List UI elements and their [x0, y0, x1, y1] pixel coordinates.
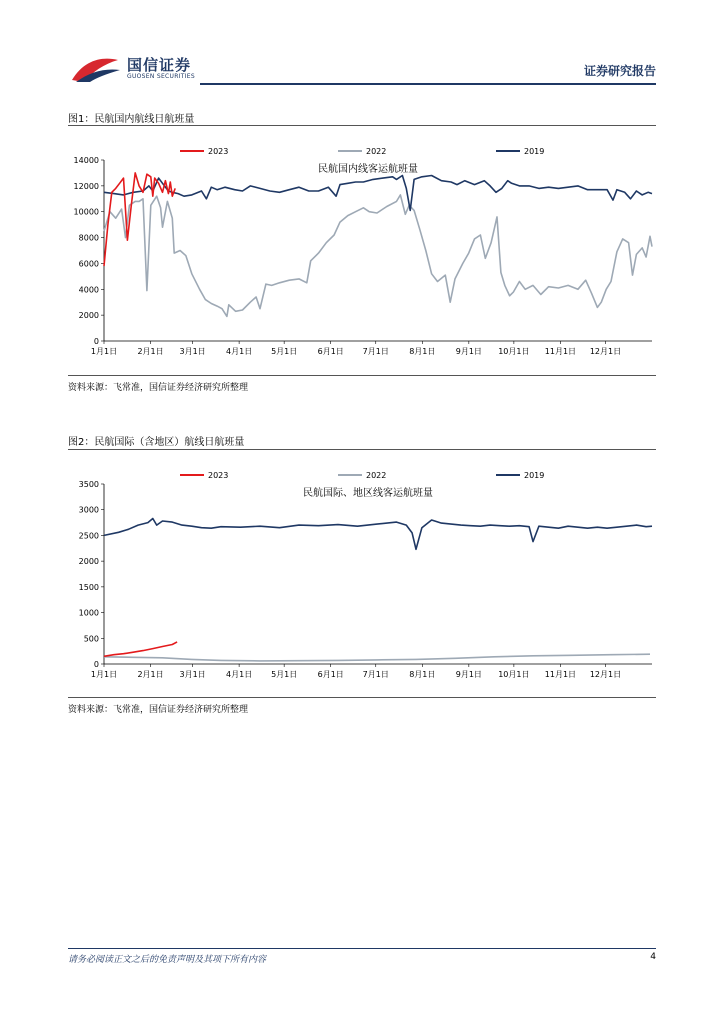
y-tick-label: 12000 — [73, 181, 99, 191]
x-tick-label: 11月1日 — [544, 670, 577, 679]
x-tick-label: 8月1日 — [409, 347, 436, 356]
figure1-title: 图1：民航国内航线日航班量 — [68, 114, 195, 125]
legend-label-2022: 2022 — [366, 147, 387, 156]
x-tick-label: 6月1日 — [317, 347, 344, 356]
y-tick-label: 3000 — [78, 505, 99, 515]
page-number: 4 — [650, 952, 656, 962]
footer-disclaimer: 请务必阅读正文之后的免责声明及其项下所有内容 — [68, 955, 267, 965]
x-tick-label: 6月1日 — [317, 670, 344, 679]
x-tick-label: 12月1日 — [589, 347, 622, 356]
y-tick-label: 6000 — [78, 259, 99, 269]
x-tick-label: 12月1日 — [589, 670, 622, 679]
y-tick-label: 4000 — [78, 285, 99, 295]
x-tick-label: 5月1日 — [271, 347, 298, 356]
figure1-source: 资料来源：飞常准，国信证券经济研究所整理 — [68, 383, 249, 393]
figure2-title: 图2：民航国际（含地区）航线日航班量 — [68, 437, 245, 448]
x-tick-label: 2月1日 — [137, 347, 164, 356]
legend-label-2019: 2019 — [524, 147, 545, 156]
y-tick-label: 2500 — [78, 531, 99, 541]
x-tick-label: 5月1日 — [271, 670, 298, 679]
footer-divider — [68, 948, 656, 949]
x-tick-label: 2月1日 — [137, 670, 164, 679]
y-tick-label: 1000 — [78, 608, 99, 618]
y-tick-label: 2000 — [78, 557, 99, 567]
legend-label-2023: 2023 — [208, 471, 229, 480]
x-tick-label: 9月1日 — [455, 347, 482, 356]
x-tick-label: 10月1日 — [498, 347, 530, 356]
legend-label-2022: 2022 — [366, 471, 387, 480]
series-line-2023 — [104, 642, 177, 656]
report-type: 证券研究报告 — [583, 64, 656, 78]
x-tick-label: 1月1日 — [90, 347, 118, 356]
y-tick-label: 14000 — [73, 156, 99, 165]
y-tick-label: 10000 — [73, 207, 99, 217]
x-tick-label: 11月1日 — [544, 347, 577, 356]
y-tick-label: 0 — [93, 660, 99, 669]
chart-title: 民航国际、地区线客运航班量 — [303, 488, 433, 499]
series-line-2022 — [104, 654, 650, 661]
figure2-bottom-rule — [68, 697, 656, 698]
y-tick-label: 500 — [83, 634, 99, 644]
y-tick-label: 3500 — [78, 480, 99, 489]
legend-label-2023: 2023 — [208, 147, 229, 156]
y-tick-label: 1500 — [78, 582, 99, 592]
x-tick-label: 8月1日 — [409, 670, 436, 679]
logo-text-en: GUOSEN SECURITIES — [127, 73, 196, 80]
x-tick-label: 4月1日 — [226, 347, 253, 356]
x-tick-label: 1月1日 — [90, 670, 118, 679]
x-tick-label: 3月1日 — [179, 347, 206, 356]
x-tick-label: 10月1日 — [498, 670, 530, 679]
y-tick-label: 0 — [93, 337, 99, 346]
logo-text-cn: 国信证券 — [127, 56, 192, 74]
x-tick-label: 4月1日 — [226, 670, 253, 679]
y-tick-label: 8000 — [78, 233, 99, 243]
series-line-2019 — [104, 519, 652, 550]
figure2-source: 资料来源：飞常准，国信证券经济研究所整理 — [68, 705, 249, 715]
x-tick-label: 7月1日 — [362, 347, 389, 356]
x-tick-label: 3月1日 — [179, 670, 206, 679]
x-tick-label: 9月1日 — [455, 670, 482, 679]
chart-title: 民航国内线客运航班量 — [318, 164, 418, 175]
y-tick-label: 2000 — [78, 311, 99, 321]
legend-label-2019: 2019 — [524, 471, 545, 480]
x-tick-label: 7月1日 — [362, 670, 389, 679]
